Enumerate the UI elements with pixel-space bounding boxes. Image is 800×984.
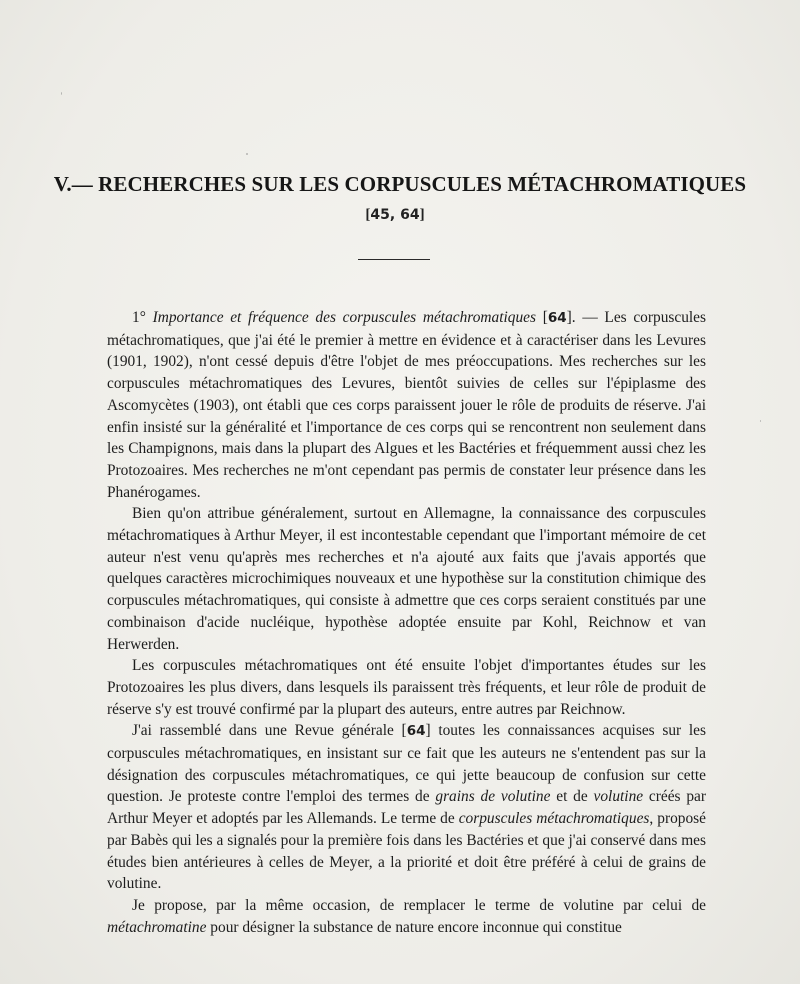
paragraph-3: Les corpuscules métachromatiques ont été ensuite l'objet d'importantes études sur les Protozoaires les plus divers, dans lesquels ils paraissent très fréquents, et leur rôle de produit de réserve s'y est trouvé confirmé par la plupart des auteurs, entre autres par Reichnow. [107, 657, 706, 718]
scan-speck [760, 420, 761, 422]
body-text [107, 307, 706, 938]
refs-close-bracket: ] [419, 207, 425, 223]
paragraph-4-text-e: , proposé par Babès qui les a signalés pour la première fois dans les Bactéries et que j'ai conservé dans mes études bien antérieures à celles de Meyer, a la priorité et doit être préféré à celui de grains de volutine. [107, 810, 706, 893]
reference-number: 64 [547, 310, 567, 326]
paragraph-number: 1° [132, 309, 146, 326]
section-references [0, 207, 790, 224]
paragraph-5 [107, 895, 706, 938]
term-corpuscules-metachromatiques: corpuscules métachromatiques [458, 810, 650, 828]
paragraph-lead-title: Importance et fréquence des corpuscules métachromatiques [152, 309, 536, 326]
title-divider [358, 259, 430, 260]
section-title: V.— RECHERCHES SUR LES CORPUSCULES MÉTACHROMATIQUES [53, 172, 747, 196]
refs-open-bracket: [ [365, 207, 371, 223]
refs-numbers: 45, 64 [370, 207, 420, 223]
paragraph-4-text-c: et de [550, 788, 594, 806]
paragraph-4-text-a: J'ai rassemblé dans une Revue générale [132, 722, 402, 740]
paragraph-5-text-b: pour désigner la substance de nature encore inconnue qui constitue [206, 918, 622, 936]
paragraph-1-text: — Les corpuscules métachromatiques, que j'ai été le premier à mettre en évidence et à caractériser dans les Levures (1901, 1902), n'ont cessé depuis d'être l'objet de mes préoccupations. Mes recherches sur les corpuscules métachromatiques des Levures, bientôt suivies de celles sur l'épiplasme des Ascomycètes (1903), ont établi que ces corps paraissent jouer le rôle de produits de réserve. J'ai enfin insisté sur la généralité et l'importance de ces corps qui se rencontrent non seulement dans les Champignons, mais dans la plupart des Algues et les Bactéries et fréquemment aussi chez les Protozoaires. Mes recherches ne m'ont cependant pas permis de constater leur présence dans les Phanérogames. [107, 309, 707, 501]
scan-speck [61, 92, 62, 95]
term-grains-de-volutine: grains de volutine [435, 788, 551, 806]
term-metachromatine: métachromatine [107, 918, 207, 936]
term-volutine: volutine [593, 788, 644, 806]
paragraph-2: Bien qu'on attribue généralement, surtout en Allemagne, la connaissance des corpuscules métachromatiques à Arthur Meyer, il est incontestable cependant que l'important mémoire de cet auteur n'est venu qu'après mes recherches et n'a ajouté aux faits que j'avais apportés que quelques caractères microchimiques nouveaux et une hypothèse sur la constitution chimique des corpuscules métachromatiques, qui consiste à admettre que ces corps seraient constitués par une combinaison d'acide nucléique, hypothèse adoptée ensuite par Kohl, Reichnow et van Herwerden. [107, 505, 706, 653]
paragraph-4-text-b: toutes les connaissances acquises sur les corpuscules métachromatiques, en insistant sur ce fait que les auteurs ne s'entendent pas sur la désignation des corpuscules métachromatiques, ce qui jette beaucoup de confusion sur cette question. Je proteste contre l'emploi des termes de [107, 722, 706, 806]
reference-number: 64 [406, 723, 426, 740]
scan-speck [246, 153, 248, 155]
paragraph-4: J'ai rassemblé dans une Revue générale [64] toutes les connaissances acquises sur les corpuscules métachromatiques, en insistant sur ce fait que les auteurs ne s'entendent pas sur la désignation des corpuscules métachromatiques, ce qui jette beaucoup de confusion sur cette question. Je proteste contre l'emploi des termes de grains de volutine et de volutine créés par Arthur Meyer et adoptés par les Allemands. Le terme de corpuscules métachromatiques, proposé par Babès qui les a signalés pour la première fois dans les Bactéries et que j'ai conservé dans mes études bien antérieures à celles de Meyer, a la priorité et doit être préféré à celui de grains de volutine. [107, 722, 706, 893]
paragraph-4-text-d: créés par Arthur Meyer et adoptés par les Allemands. Le terme de [107, 788, 706, 828]
paragraph-5-text-a: Je propose, par la même occasion, de remplacer le terme de volutine par celui de [132, 896, 706, 914]
paragraph-1: 1° Importance et fréquence des corpuscules métachromatiques [64]. — Les corpuscules métachromatiques, que j'ai été le premier à mettre en évidence et à caractériser dans les Levures (1901, 1902), n'ont cessé depuis d'être l'objet de mes préoccupations. Mes recherches sur les corpuscules métachromatiques des Levures, bientôt suivies de celles sur l'épiplasme des Ascomycètes (1903), ont établi que ces corps paraissent jouer le rôle de produits de réserve. J'ai enfin insisté sur la généralité et l'importance de ces corps qui se rencontrent non seulement dans les Champignons, mais dans la plupart des Algues et les Bactéries et fréquemment aussi chez les Protozoaires. Mes recherches ne m'ont cependant pas permis de constater leur présence dans les Phanérogames. [107, 309, 707, 501]
